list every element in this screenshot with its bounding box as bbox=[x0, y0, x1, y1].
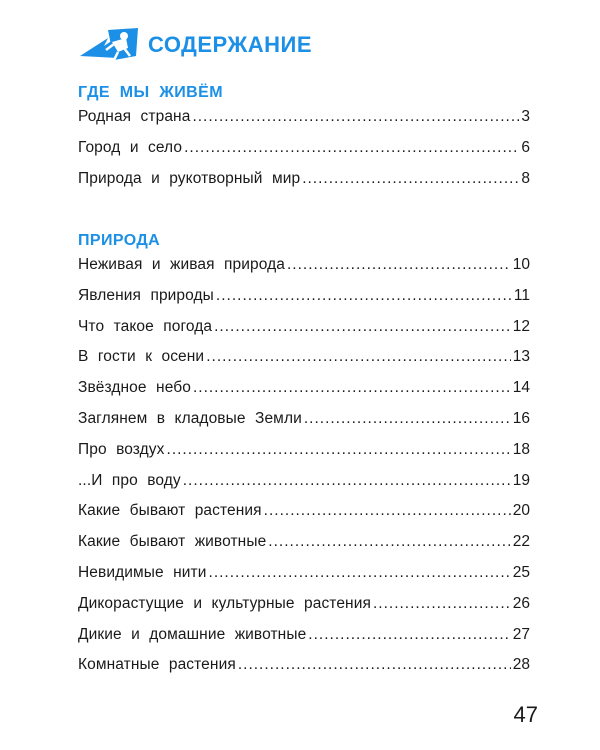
dot-leader bbox=[304, 410, 511, 428]
toc-entry-page: 6 bbox=[521, 138, 530, 156]
toc-entry[interactable] bbox=[78, 656, 530, 687]
toc-entry[interactable] bbox=[78, 348, 530, 379]
toc-entry-title: Город и село bbox=[78, 138, 183, 156]
toc-entry[interactable] bbox=[78, 626, 530, 657]
toc-entry-page: 26 bbox=[512, 594, 530, 612]
toc-entry-page: 25 bbox=[512, 563, 530, 581]
toc-entry[interactable] bbox=[78, 472, 530, 503]
toc-entry-title: Явления природы bbox=[78, 286, 214, 304]
dot-leader bbox=[373, 595, 511, 613]
toc-entry-title: Дикорастущие и культурные растения bbox=[78, 594, 371, 612]
toc-entry-page: 22 bbox=[512, 533, 530, 551]
toc-entry-title: Какие бывают животные bbox=[78, 533, 267, 551]
toc-entry-title: Заглянем в кладовые Земли bbox=[78, 409, 302, 427]
toc-entry-page: 28 bbox=[512, 656, 530, 674]
toc-entry-page: 19 bbox=[512, 471, 530, 489]
toc-entry[interactable] bbox=[78, 287, 530, 318]
toc-entry-page: 16 bbox=[512, 409, 530, 427]
toc-entry[interactable] bbox=[78, 139, 530, 170]
dot-leader bbox=[268, 533, 510, 551]
toc-entry-page: 12 bbox=[512, 317, 530, 335]
dot-leader bbox=[238, 656, 511, 674]
dot-leader bbox=[308, 626, 510, 644]
page-number: 47 bbox=[513, 702, 538, 727]
toc-entry-page: 3 bbox=[521, 108, 530, 125]
toc-entry[interactable] bbox=[78, 170, 530, 201]
dot-leader bbox=[209, 564, 511, 582]
toc-entry-title: Что такое погода bbox=[78, 317, 213, 335]
toc-entry-page: 8 bbox=[521, 169, 530, 187]
toc-list-where-we-live bbox=[78, 108, 530, 200]
toc-entry-page: 14 bbox=[512, 379, 530, 397]
toc-entry-title: Родная страна bbox=[78, 108, 191, 125]
toc-entry-title: Дикие и домашние животные bbox=[78, 625, 307, 643]
dot-leader bbox=[183, 472, 511, 490]
dot-leader bbox=[264, 502, 511, 520]
section-title-nature: ПРИРОДА bbox=[78, 232, 161, 249]
dot-leader bbox=[167, 441, 511, 459]
toc-entry[interactable] bbox=[78, 533, 530, 564]
dot-leader bbox=[302, 170, 519, 188]
toc-entry-page: 13 bbox=[512, 348, 530, 366]
toc-list-nature bbox=[78, 256, 530, 687]
dot-leader bbox=[192, 108, 519, 126]
toc-entry[interactable] bbox=[78, 318, 530, 349]
toc-entry[interactable] bbox=[78, 502, 530, 533]
toc-entry-title: Звёздное небо bbox=[78, 379, 191, 397]
toc-entry[interactable] bbox=[78, 108, 530, 139]
dot-leader bbox=[184, 139, 519, 157]
toc-entry-title: Невидимые нити bbox=[78, 563, 207, 581]
running-figure-icon bbox=[78, 26, 140, 64]
toc-entry-page: 11 bbox=[513, 286, 530, 304]
toc-entry[interactable] bbox=[78, 379, 530, 410]
page-header bbox=[78, 26, 312, 64]
dot-leader bbox=[206, 348, 511, 366]
dot-leader bbox=[193, 379, 511, 397]
section-title-where-we-live: ГДЕ МЫ ЖИВЁМ bbox=[78, 84, 223, 101]
toc-entry[interactable] bbox=[78, 441, 530, 472]
toc-entry-title: Комнатные растения bbox=[78, 656, 236, 674]
toc-entry[interactable] bbox=[78, 564, 530, 595]
toc-entry-title: Какие бывают растения bbox=[78, 502, 262, 520]
toc-entry-title: Неживая и живая природа bbox=[78, 256, 285, 273]
dot-leader bbox=[287, 256, 511, 274]
toc-entry[interactable] bbox=[78, 595, 530, 626]
toc-entry-page: 20 bbox=[512, 502, 530, 520]
toc-entry-title: Природа и рукотворный мир bbox=[78, 169, 301, 187]
toc-entry-title: Про воздух bbox=[78, 440, 165, 458]
dot-leader bbox=[214, 318, 511, 336]
toc-entry-title: ...И про воду bbox=[78, 471, 181, 489]
toc-entry-page: 27 bbox=[512, 625, 530, 643]
page-title: СОДЕРЖАНИЕ bbox=[148, 32, 313, 57]
toc-entry[interactable] bbox=[78, 410, 530, 441]
dot-leader bbox=[216, 287, 512, 305]
toc-entry-page: 10 bbox=[512, 256, 530, 273]
toc-entry[interactable] bbox=[78, 256, 530, 287]
toc-entry-title: В гости к осени bbox=[78, 348, 205, 366]
toc-entry-page: 18 bbox=[512, 440, 530, 458]
